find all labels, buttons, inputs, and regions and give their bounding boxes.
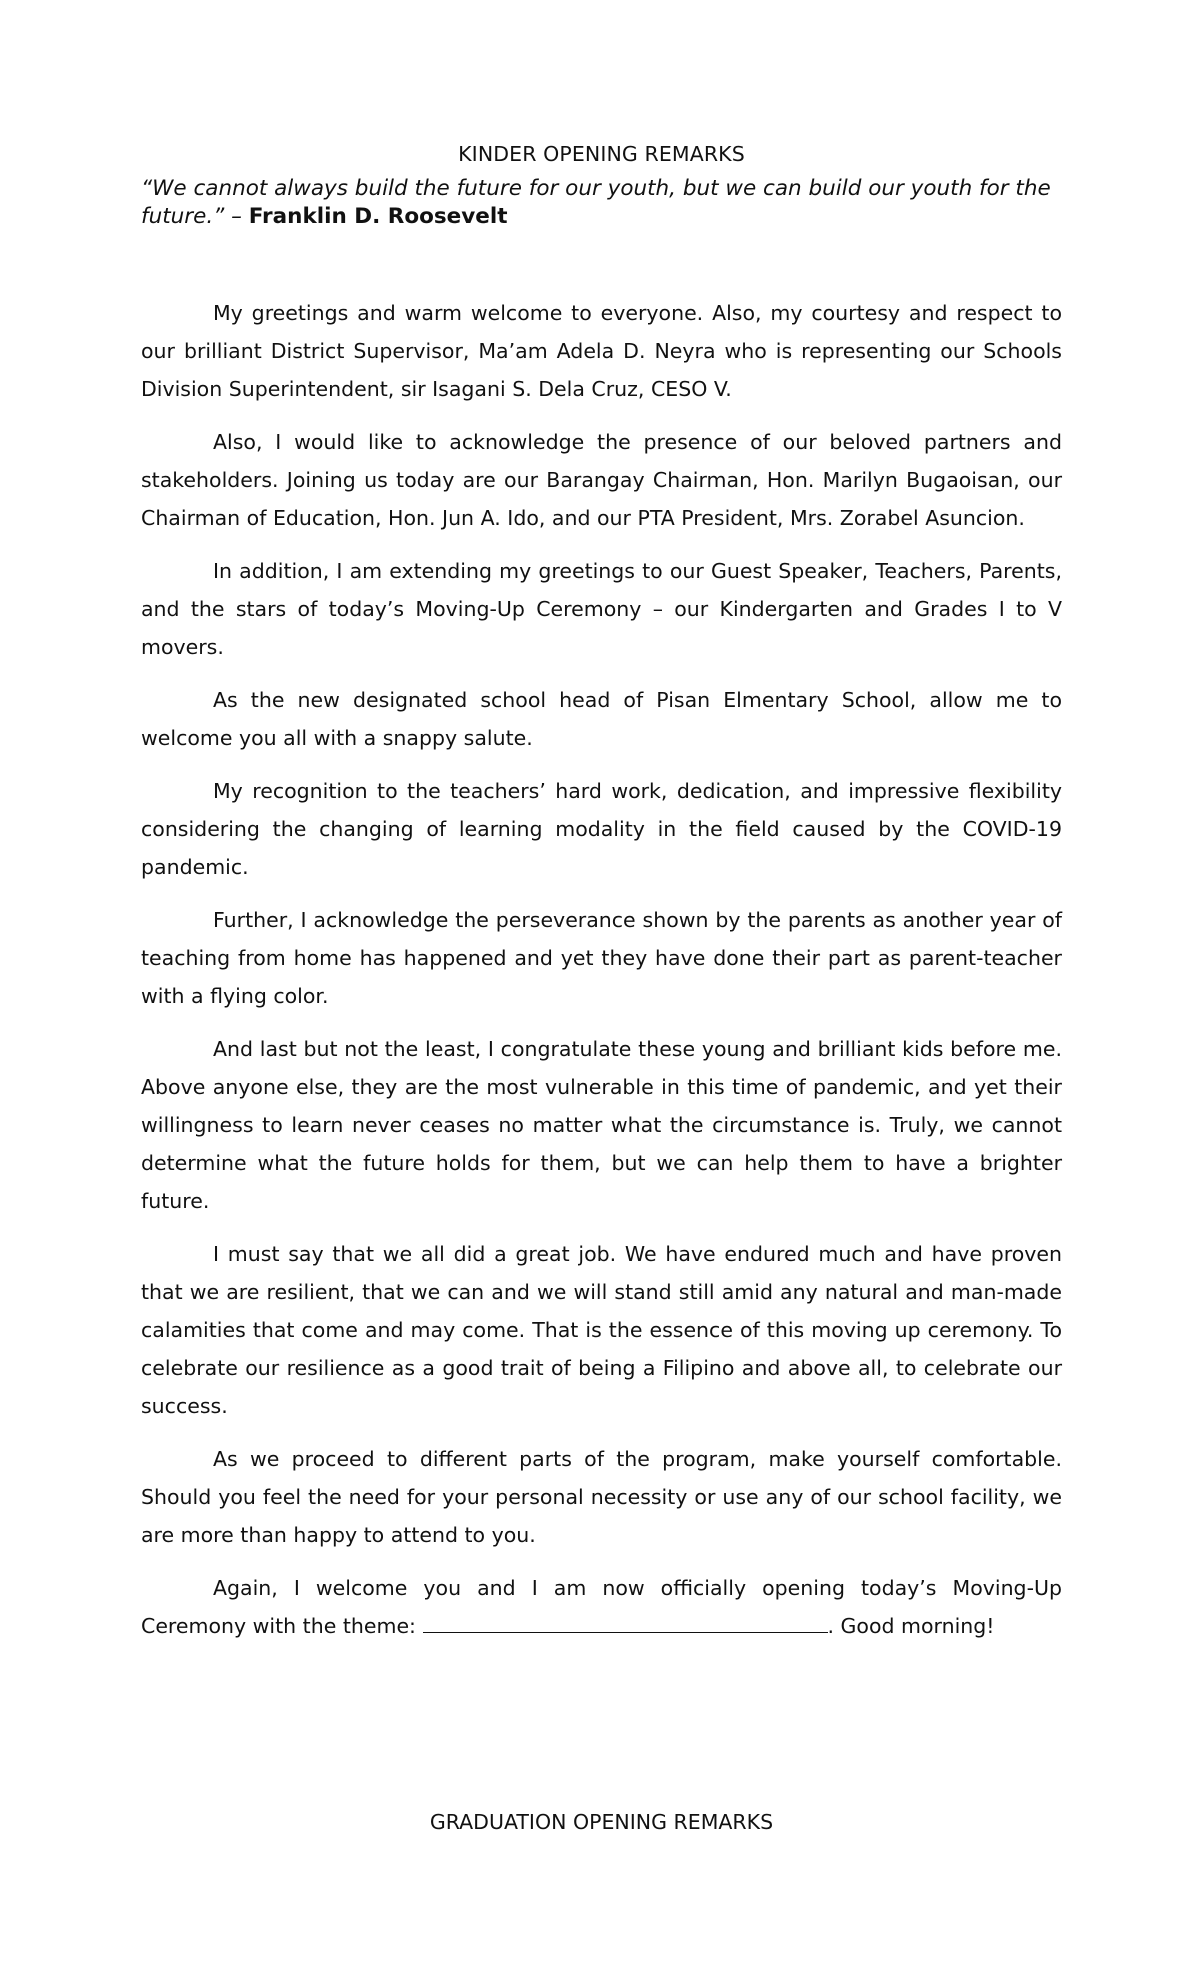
paragraph-teachers: My recognition to the teachers’ hard work, dedication, and impressive flexibility considering the changing of learning modality in the field caused by the COVID-19 pandemic.	[141, 779, 1062, 879]
paragraph-greetings: My greetings and warm welcome to everyone. Also, my courtesy and respect to our brilliant District Supervisor, Ma’am Adela D. Neyra who is representing our Schools Division Superintendent, sir Isagani S. Dela Cruz, CESO V.	[141, 301, 1062, 401]
next-section-title: GRADUATION OPENING REMARKS	[429, 1810, 774, 1834]
paragraph-parents: Further, I acknowledge the perseverance shown by the parents as another year of teaching from home has happened and yet they have done their part as parent-teacher with a flying color.	[141, 908, 1062, 1008]
paragraph-program: As we proceed to different parts of the program, make yourself comfortable. Should you feel the need for your personal necessity or use any of our school facility, we are more than happy to attend to you.	[141, 1447, 1062, 1547]
document-title: KINDER OPENING REMARKS	[458, 142, 745, 166]
paragraph-closing	[141, 1569, 1062, 1645]
paragraph-resilience: I must say that we all did a great job. We have endured much and have proven that we are resilient, that we can and we will stand still amid any natural and man-made calamities that come and may come. That is the essence of this moving up ceremony. To celebrate our resilience as a good trait of being a Filipino and above all, to celebrate our success.	[141, 1242, 1062, 1418]
quote-text: “We cannot always build the future for our youth, but we can build our youth for the future.”	[141, 176, 1051, 229]
paragraph-partners: Also, I would like to acknowledge the presence of our beloved partners and stakeholders. Joining us today are our Barangay Chairman, Hon. Marilyn Bugaoisan, our Chairman of Education, Hon. Jun A. Ido, and our PTA President, Mrs. Zorabel Asuncion.	[141, 430, 1062, 530]
paragraph-kids: And last but not the least, I congratulate these young and brilliant kids before me. Above anyone else, they are the most vulnerable in this time of pandemic, and yet their willingness to learn never ceases no matter what the circumstance is. Truly, we cannot determine what the future holds for them, but we can help them to have a brighter future.	[141, 1037, 1062, 1213]
epigraph-quote	[141, 175, 1062, 231]
quote-dash: –	[224, 204, 249, 229]
paragraph-school-head: As the new designated school head of Pisan Elmentary School, allow me to welcome you all with a snappy salute.	[141, 688, 1062, 750]
document-body	[141, 142, 1062, 1660]
theme-blank-line	[423, 1610, 828, 1633]
closing-text: Again, I welcome you and I am now officially opening today’s Moving-Up Ceremony with the theme:	[141, 1576, 1062, 1638]
closing-greeting: . Good morning!	[827, 1614, 995, 1638]
quote-author: Franklin D. Roosevelt	[248, 204, 508, 229]
paragraph-guests: In addition, I am extending my greetings to our Guest Speaker, Teachers, Parents, and the stars of today’s Moving-Up Ceremony – our Kindergarten and Grades I to V movers.	[141, 559, 1062, 659]
